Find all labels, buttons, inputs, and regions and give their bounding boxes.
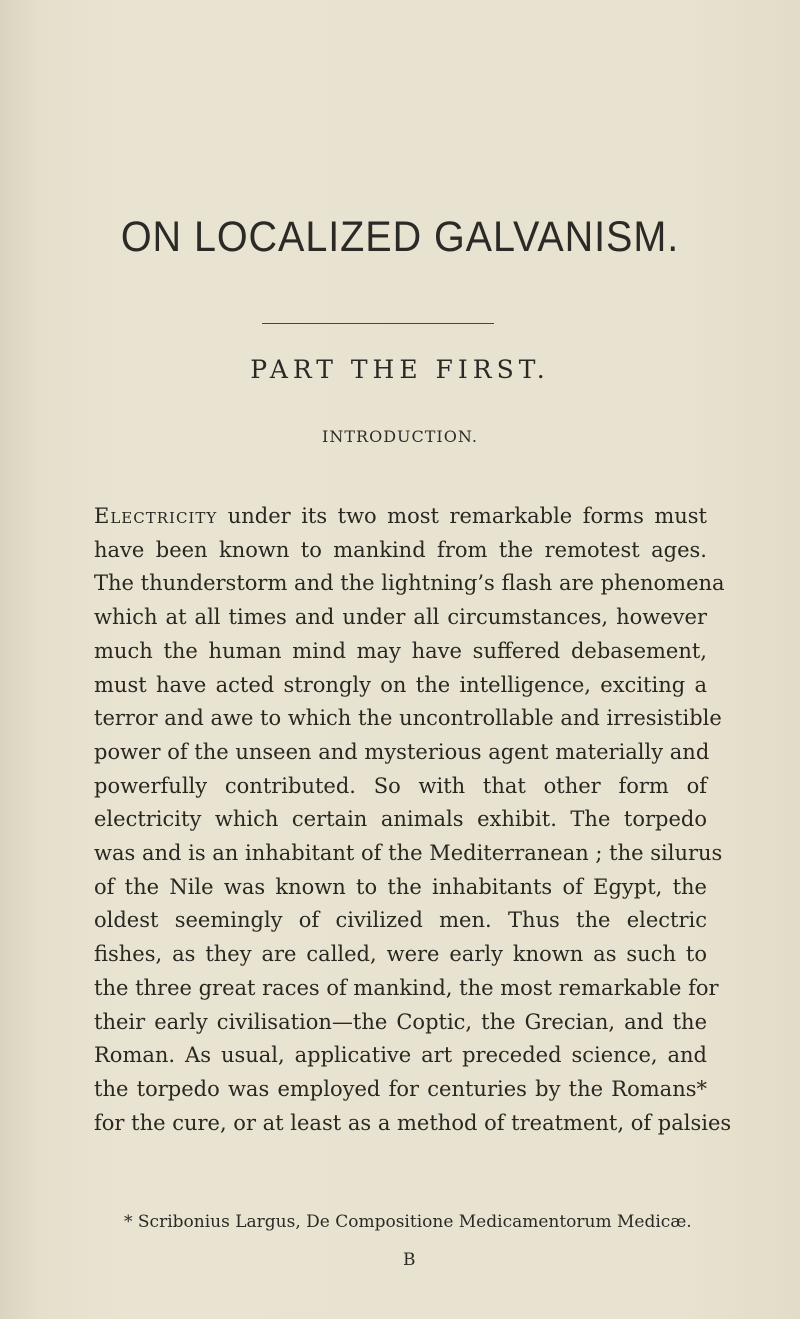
page-title: ON LOCALIZED GALVANISM. xyxy=(120,213,680,261)
body-line: much the human mind may have suffered debasement, xyxy=(94,638,707,663)
body-line: have been known to mankind from the remotest ages. xyxy=(94,537,707,562)
title-rule xyxy=(262,323,494,324)
body-line-text: under its two most remarkable forms must xyxy=(217,504,707,528)
part-heading: PART THE FIRST. xyxy=(250,355,550,384)
body-line: which at all times and under all circumstances, however xyxy=(94,605,707,630)
body-paragraph xyxy=(94,500,732,1140)
body-line: of the Nile was known to the inhabitants of Egypt, the xyxy=(94,874,707,899)
body-line: the torpedo was employed for centuries by the Romans* xyxy=(94,1076,707,1101)
body-line: powerfully contributed. So with that other form of xyxy=(94,773,707,798)
lead-word: Electricity xyxy=(94,504,218,528)
signature-mark: B xyxy=(403,1250,416,1270)
body-line xyxy=(94,500,707,534)
body-line: electricity which certain animals exhibit. The torpedo xyxy=(94,807,707,832)
body-line: for the cure, or at least as a method of treatment, of palsies xyxy=(94,1110,732,1135)
body-line: must have acted strongly on the intelligence, exciting a xyxy=(94,672,707,697)
body-line: power of the unseen and mysterious agent materially and xyxy=(94,739,710,764)
body-line: The thunderstorm and the lightning’s flash are phenomena xyxy=(94,571,725,596)
body-line: was and is an inhabitant of the Mediterranean ; the silurus xyxy=(94,841,723,866)
body-line: fishes, as they are called, were early known as such to xyxy=(94,942,707,967)
footnote: * Scribonius Largus, De Compositione Medicamentorum Medicæ. xyxy=(124,1212,692,1232)
body-line: the three great races of mankind, the most remarkable for xyxy=(94,975,719,1000)
body-line: oldest seemingly of civilized men. Thus the electric xyxy=(94,908,707,933)
body-line: terror and awe to which the uncontrollable and irresistible xyxy=(94,706,722,731)
body-line: their early civilisation—the Coptic, the Grecian, and the xyxy=(94,1009,707,1034)
body-line: Roman. As usual, applicative art preceded science, and xyxy=(94,1043,707,1068)
section-heading: INTRODUCTION. xyxy=(322,427,478,446)
